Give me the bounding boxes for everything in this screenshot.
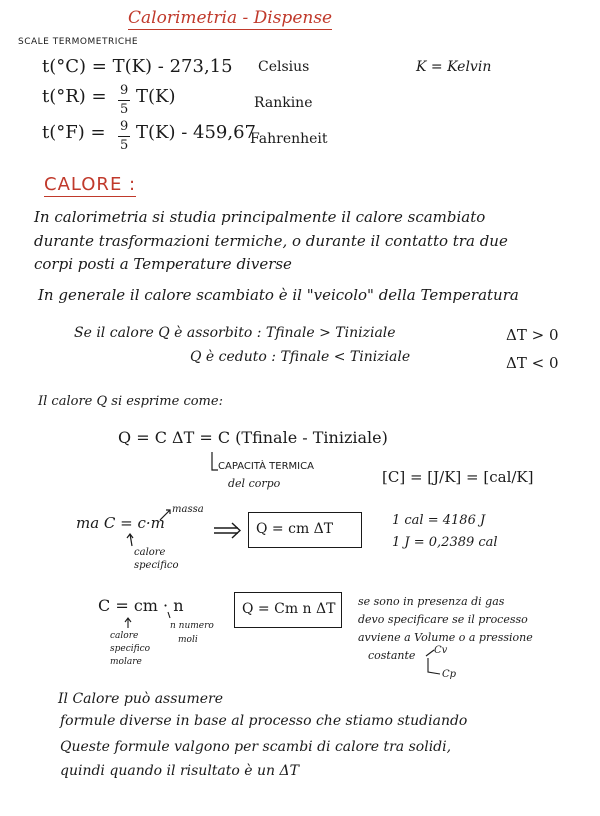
paragraph1-line2: durante trasformazioni termiche, o durante il contatto tra due — [34, 232, 508, 250]
molar-label-3: molare — [110, 657, 142, 667]
kelvin-note: K = Kelvin — [416, 59, 492, 75]
cv-label: Cv — [434, 645, 448, 656]
massa-arrow-icon — [160, 510, 170, 520]
formula-q: Q = C ΔT = C (Tfinale - Tiniziale) — [118, 428, 388, 447]
calore-label: calore — [134, 547, 166, 558]
gas-note-4: costante — [368, 649, 416, 662]
c-molar: C = cm · n — [98, 596, 184, 615]
cal-eq-1: 1 cal = 4186 J — [392, 513, 486, 528]
cal-eq-2: 1 J = 0,2389 cal — [392, 535, 498, 550]
massa-label: massa — [172, 504, 204, 515]
absorbed-line: Se il calore Q è assorbito : Tfinale > Tiniziale — [74, 325, 396, 341]
paragraph2: In generale il calore scambiato è il "veicolo" della Temperatura — [38, 286, 519, 304]
molar-label-2: specifico — [110, 644, 151, 654]
paragraph1-line1: In calorimetria si studia principalmente il calore scambiato — [34, 208, 486, 226]
specifico-label: specifico — [134, 560, 179, 571]
implies-arrow-icon — [214, 528, 238, 533]
boxed-formula-1-text: Q = cm ΔT — [256, 521, 334, 537]
units-c: [C] = [J/K] = [cal/K] — [382, 468, 534, 486]
ceded-line: Q è ceduto : Tfinale < Tiniziale — [190, 349, 411, 365]
closing-line-2: formule diverse in base al processo che stiamo studiando — [60, 713, 468, 729]
frac-den: 5 — [120, 102, 129, 117]
closing-line-4: quindi quando il risultato è un ΔT — [60, 763, 299, 779]
gas-note-2: devo specificare se il processo — [358, 613, 528, 626]
delta-negative: ΔT < 0 — [506, 354, 559, 372]
closing-line-3: Queste formule valgono per scambi di calore tra solidi, — [60, 739, 452, 755]
ma-line: ma C = c·m — [76, 514, 165, 532]
gas-note-3: avviene a Volume o a pressione — [358, 631, 533, 644]
cp-arrow-icon — [428, 658, 440, 674]
boxed-formula-2-text: Q = Cm n ΔT — [242, 601, 336, 617]
gas-note-1: se sono in presenza di gas — [358, 595, 505, 608]
page-title: Calorimetria - Dispense — [128, 8, 333, 28]
calore-heading: CALORE : — [44, 174, 137, 195]
moles-label-2: moli — [178, 635, 198, 645]
capacita-arrow-icon — [212, 452, 218, 470]
capacita-label: CAPACITÀ TERMICA — [218, 461, 314, 472]
delta-positive: ΔT > 0 — [506, 326, 559, 344]
scale-name-celsius: Celsius — [258, 59, 310, 75]
paragraph1-line3: corpi posti a Temperature diverse — [34, 255, 292, 273]
scales-heading: SCALE TERMOMETRICHE — [18, 37, 139, 47]
capacita-sub: del corpo — [228, 477, 281, 490]
cp-label: Cp — [442, 669, 457, 680]
closing-line-1: Il Calore può assumere — [58, 691, 223, 707]
scale-name-rankine: Rankine — [254, 95, 313, 111]
scale-name-fahrenheit: Fahrenheit — [250, 131, 328, 147]
formula-celsius: t(°C) = T(K) - 273,15 — [42, 56, 233, 77]
moles-arrow-icon — [168, 612, 170, 618]
express-line: Il calore Q si esprime come: — [38, 394, 223, 409]
cv-arrow-icon — [426, 650, 434, 656]
molar-label-1: calore — [110, 631, 139, 641]
moles-label-1: n numero — [170, 621, 214, 631]
frac-num: 9 — [120, 83, 129, 98]
